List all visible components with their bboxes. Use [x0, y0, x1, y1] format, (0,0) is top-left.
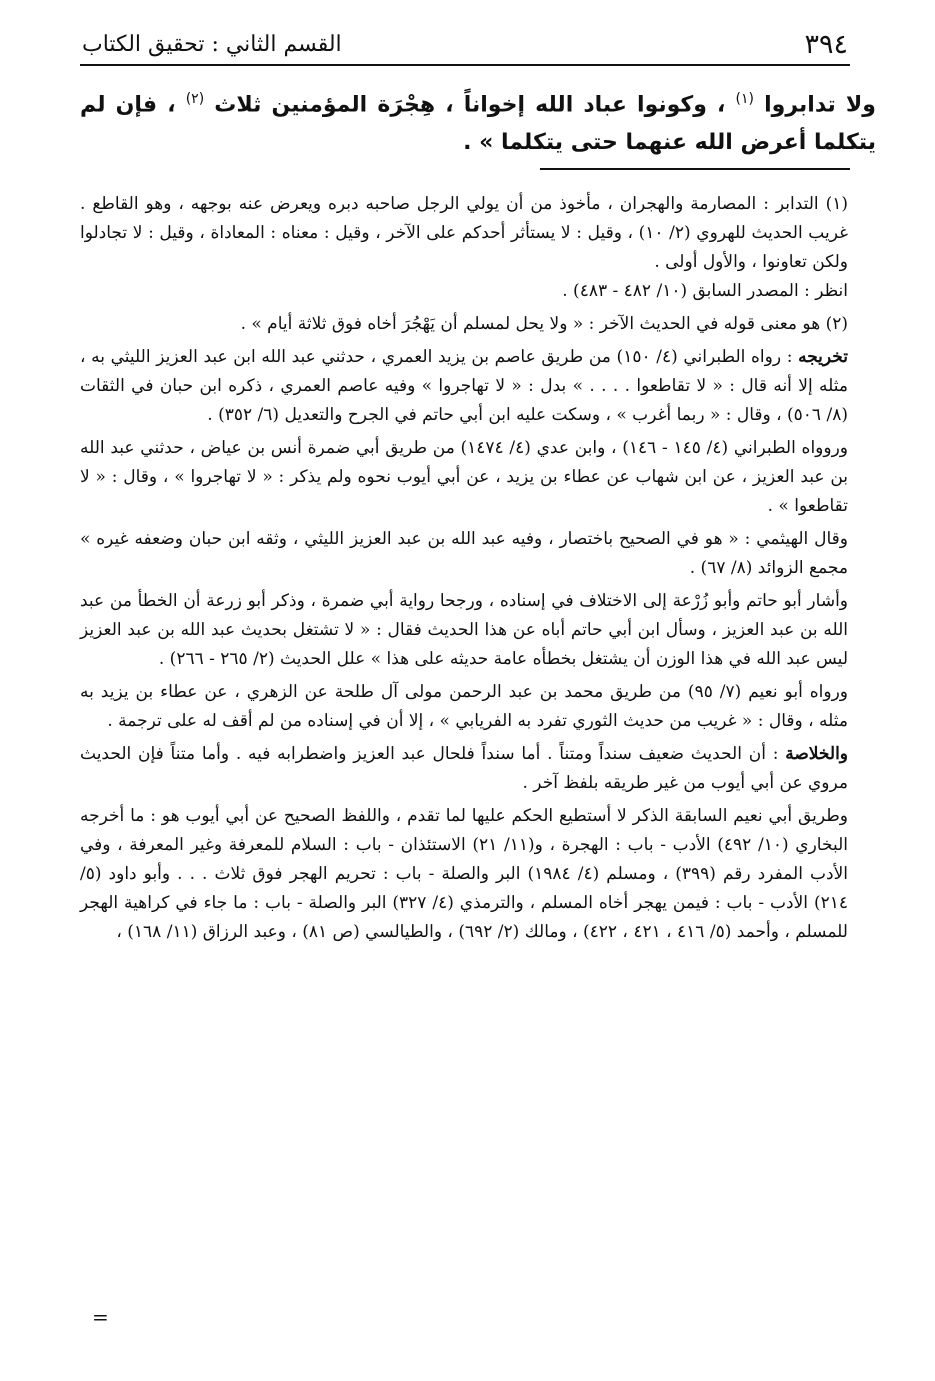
takhrij-text: : رواه الطبراني (٤/ ١٥٠) من طريق عاصم بن يزيد العمري ، حدثني عبد الله ابن عبد العزيز الليثي به ، مثله إلا أنه قال : « لا تقاطعوا . . . . » بدل : « لا تهاجروا » وفيه عاصم العمري ، ذكره ابن حبان في الثقات (٨/ ٥٠٦) ، وقال : « ربما أغرب » ، وسكت عليه ابن أبي حاتم في الجرح والتعديل (٦/ ٣٥٢) .	[80, 347, 848, 426]
abu-nuaym-paragraph: ورواه أبو نعيم (٧/ ٩٥) من طريق محمد بن عبد الرحمن مولى آل طلحة عن الزهري ، عن عطاء بن يزيد به مثله ، وقال : « غريب من حديث الثوري تفرد به الفريابي » ، إلا أن في إسناده من لم أقف له على ترجمة .	[80, 682, 849, 732]
page-header	[80, 30, 850, 64]
hadith-text	[80, 80, 876, 162]
book-page	[80, 29, 876, 951]
continuation-mark: =	[92, 1305, 109, 1329]
summary-paragraph	[80, 740, 850, 798]
summary-text: : أن الحديث ضعيف سنداً ومتناً . أما سنداً فلحال عبد العزيز واضطرابه فيه . وأما متناً فإن الحديث مروي عن أبي أيوب من غير طريقه بلفظ آخر .	[80, 744, 848, 794]
section-title: القسم الثاني : تحقيق الكتاب	[82, 32, 342, 57]
takhrij-paragraph	[80, 343, 850, 430]
footnote-ref-1: (١)	[735, 91, 754, 107]
footnote-2-intro: (٢) هو معنى قوله في الحديث الآخر : « ولا يحل لمسلم أن يَهْجُرَ أخاه فوق ثلاثة أيام » .	[240, 314, 848, 335]
summary-label: والخلاصة	[785, 744, 849, 765]
footnote-1-source: انظر : المصدر السابق (١٠/ ٤٨٢ - ٤٨٣) .	[562, 281, 848, 302]
page-number: ٣٩٤	[804, 29, 848, 60]
footnote-ref-2: (٢)	[185, 91, 205, 107]
tabarani-paragraph: وروواه الطبراني (٤/ ١٤٥ - ١٤٦) ، وابن عدي (٤/ ١٤٧٤) من طريق أبي ضمرة أنس بن عياض ، حدثني عبد الله بن عبد العزيز ، عن ابن شهاب عن عطاء بن يزيد ، عن أبي أيوب نحوه ولم يذكر : « لا تهاجروا » ، وقال : « لا تقاطعوا » .	[80, 438, 848, 517]
hadith-part-2: ، وكونوا عباد الله إخواناً ، هِجْرَة المؤمنين ثلاث	[214, 92, 726, 118]
haythami-paragraph: وقال الهيثمي : « هو في الصحيح باختصار ، وفيه عبد الله بن عبد العزيز الليثي ، وثقه ابن حبان وضعفه غيره » مجمع الزوائد (٨/ ٦٧) .	[80, 529, 848, 579]
sahih-wording-paragraph: وطريق أبي نعيم السابقة الذكر لا أستطيع الحكم عليها لما تقدم ، واللفظ الصحيح عن أبي أيوب هو : ما أخرجه البخاري (١٠/ ٤٩٢) الأدب - باب : الهجرة ، و(١١/ ٢١) الاستئذان - باب : السلام للمعرفة وغير المعرفة ، وفي الأدب المفرد رقم (٣٩٩) ، ومسلم (٤/ ١٩٨٤) البر والصلة - باب : تحريم الهجر فوق ثلاث . . . وأبو داود (٥/ ٢١٤) الأدب - باب : فيمن يهجر أخاه المسلم ، والترمذي (٤/ ٣٢٧) البر والصلة - باب : ما جاء في كراهية الهجر للمسلم ، وأحمد (٥/ ٤١٦ ، ٤٢١ ، ٤٢٢) ، ومالك (٢/ ٦٩٢) ، والطيالسي (ص ٨١) ، وعبد الرزاق (١١/ ١٦٨) ،	[80, 806, 848, 943]
hadith-part-3: ، فإن لم يتكلما أعرض الله عنهما حتى يتكلما » .	[80, 92, 876, 156]
footnote-1	[80, 190, 850, 306]
footnote-separator	[540, 168, 850, 170]
abu-hatim-paragraph: وأشار أبو حاتم وأبو زُرْعة إلى الاختلاف في إسناده ، ورجحا رواية أبي ضمرة ، وذكر أبو زرعة أن الخطأ من عبد الله بن عبد العزيز ، وسأل ابن أبي حاتم أباه عن هذا الحديث فقال : « لا تشتغل بحديث عبد الله بن عبد العزيز ليس عبد الله في هذا الوزن أن يشتغل بخطأه عامة حديثه على هذا » علل الحديث (٢/ ٢٦٥ - ٢٦٦) .	[80, 591, 848, 670]
takhrij-label: تخريجه	[798, 347, 848, 368]
footnotes	[80, 190, 850, 947]
footnote-1-text: (١) التدابر : المصارمة والهجران ، مأخوذ من أن يولي الرجل صاحبه دبره ويعرض عنه بوجهه ، وهو القاطع . غريب الحديث للهروي (٢/ ١٠) ، وقيل : لا يستأثر أحدكم على الآخر ، وقيل : معناه : المعاداة ، وقيل : لا تجادلوا ولكن تعاونوا ، والأول أولى .	[80, 194, 848, 273]
hadith-part-1: ولا تدابروا	[764, 92, 876, 118]
header-rule	[80, 64, 850, 66]
